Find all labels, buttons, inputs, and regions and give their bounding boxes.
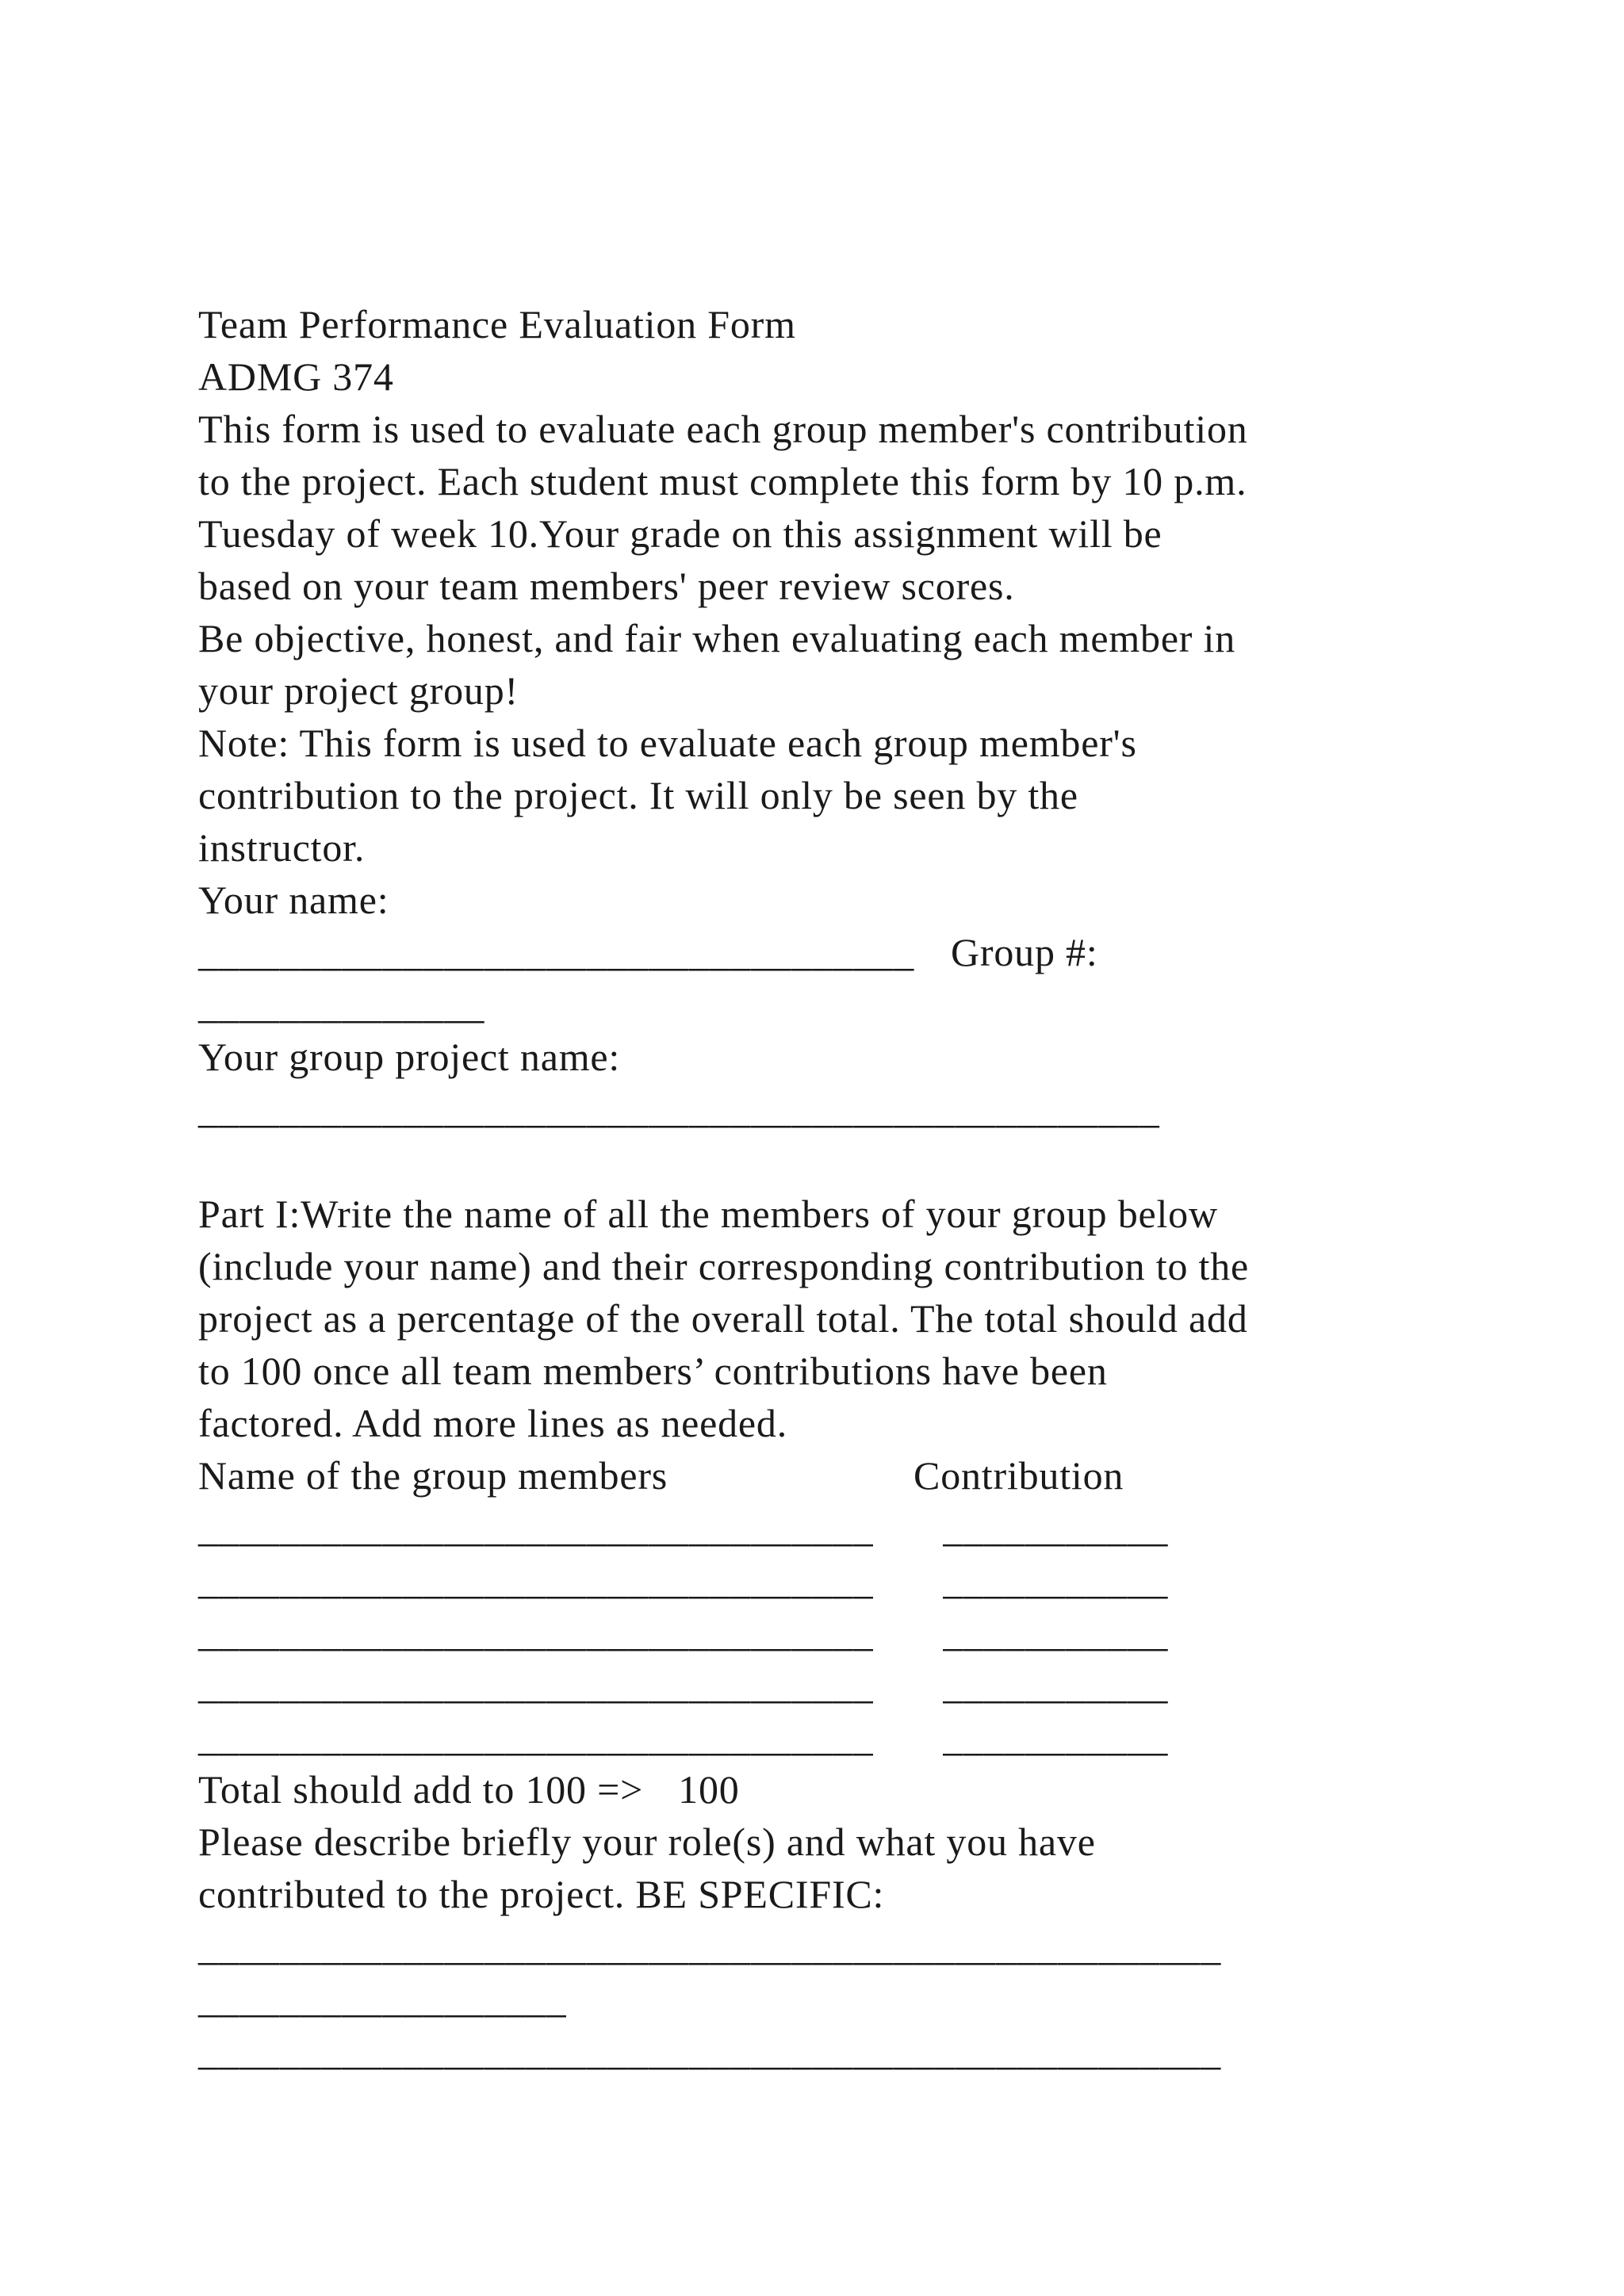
part1-line: Part I:Write the name of all the members of your group below xyxy=(198,1192,1218,1236)
name-column-header: Name of the group members xyxy=(198,1453,668,1498)
part1-line: project as a percentage of the overall total. The total should add xyxy=(198,1296,1248,1341)
your-name-row xyxy=(198,926,1451,978)
project-name-label: Your group project name: xyxy=(198,1035,621,1079)
form-title: Team Performance Evaluation Form xyxy=(198,302,796,346)
spacer xyxy=(198,1135,1451,1188)
describe-answer-field[interactable]: __________________ xyxy=(198,1976,567,2021)
contribution-column-header: Contribution xyxy=(914,1453,1124,1498)
your-name-field[interactable]: ___________________________________ xyxy=(198,930,914,974)
objective-line: Be objective, honest, and fair when evaluating each member in xyxy=(198,616,1236,660)
table-row xyxy=(198,1554,1451,1606)
intro-line: based on your team members' peer review scores. xyxy=(198,564,1015,608)
note-line: instructor. xyxy=(198,825,366,870)
evaluation-form-page xyxy=(198,298,1451,2077)
members-table-header xyxy=(198,1449,1451,1502)
table-row xyxy=(198,1711,1451,1763)
note-line: contribution to the project. It will only be seen by the xyxy=(198,773,1078,817)
note-line: Note: This form is used to evaluate each group member's xyxy=(198,721,1137,765)
describe-line: contributed to the project. BE SPECIFIC: xyxy=(198,1872,885,1916)
member-contribution-field[interactable]: ___________ xyxy=(943,1558,1169,1602)
member-name-field[interactable]: _________________________________ xyxy=(198,1558,874,1602)
total-value: 100 xyxy=(678,1767,740,1812)
part1-line: to 100 once all team members’ contributions have been xyxy=(198,1349,1108,1393)
objective-line: your project group! xyxy=(198,668,519,713)
table-row xyxy=(198,1502,1451,1554)
describe-line: Please describe briefly your role(s) and what you have xyxy=(198,1820,1096,1864)
member-name-field[interactable]: _________________________________ xyxy=(198,1610,874,1655)
part1-line: factored. Add more lines as needed. xyxy=(198,1401,788,1445)
member-contribution-field[interactable]: ___________ xyxy=(943,1610,1169,1655)
part1-line: (include your name) and their corresponding contribution to the xyxy=(198,1244,1250,1288)
group-number-label: Group #: xyxy=(951,930,1098,974)
group-number-field[interactable]: ______________ xyxy=(198,982,485,1027)
total-row xyxy=(198,1763,1451,1816)
member-name-field[interactable]: _________________________________ xyxy=(198,1663,874,1707)
intro-line: This form is used to evaluate each group member's contribution xyxy=(198,407,1248,451)
intro-line: Tuesday of week 10.Your grade on this assignment will be xyxy=(198,511,1162,556)
intro-line: to the project. Each student must complete this form by 10 p.m. xyxy=(198,459,1247,503)
table-row xyxy=(198,1606,1451,1659)
describe-answer-field[interactable]: __________________________________________________ xyxy=(198,2029,1221,2073)
table-row xyxy=(198,1659,1451,1711)
member-contribution-field[interactable]: ___________ xyxy=(943,1663,1169,1707)
course-code: ADMG 374 xyxy=(198,354,394,399)
member-contribution-field[interactable]: ___________ xyxy=(943,1506,1169,1550)
describe-answer-field[interactable]: __________________________________________________ xyxy=(198,1924,1221,1969)
total-label: Total should add to 100 => xyxy=(198,1767,644,1812)
member-name-field[interactable]: _________________________________ xyxy=(198,1715,874,1759)
member-contribution-field[interactable]: ___________ xyxy=(943,1715,1169,1759)
member-name-field[interactable]: _________________________________ xyxy=(198,1506,874,1550)
your-name-label: Your name: xyxy=(198,878,389,922)
project-name-field[interactable]: _______________________________________________ xyxy=(198,1087,1160,1131)
